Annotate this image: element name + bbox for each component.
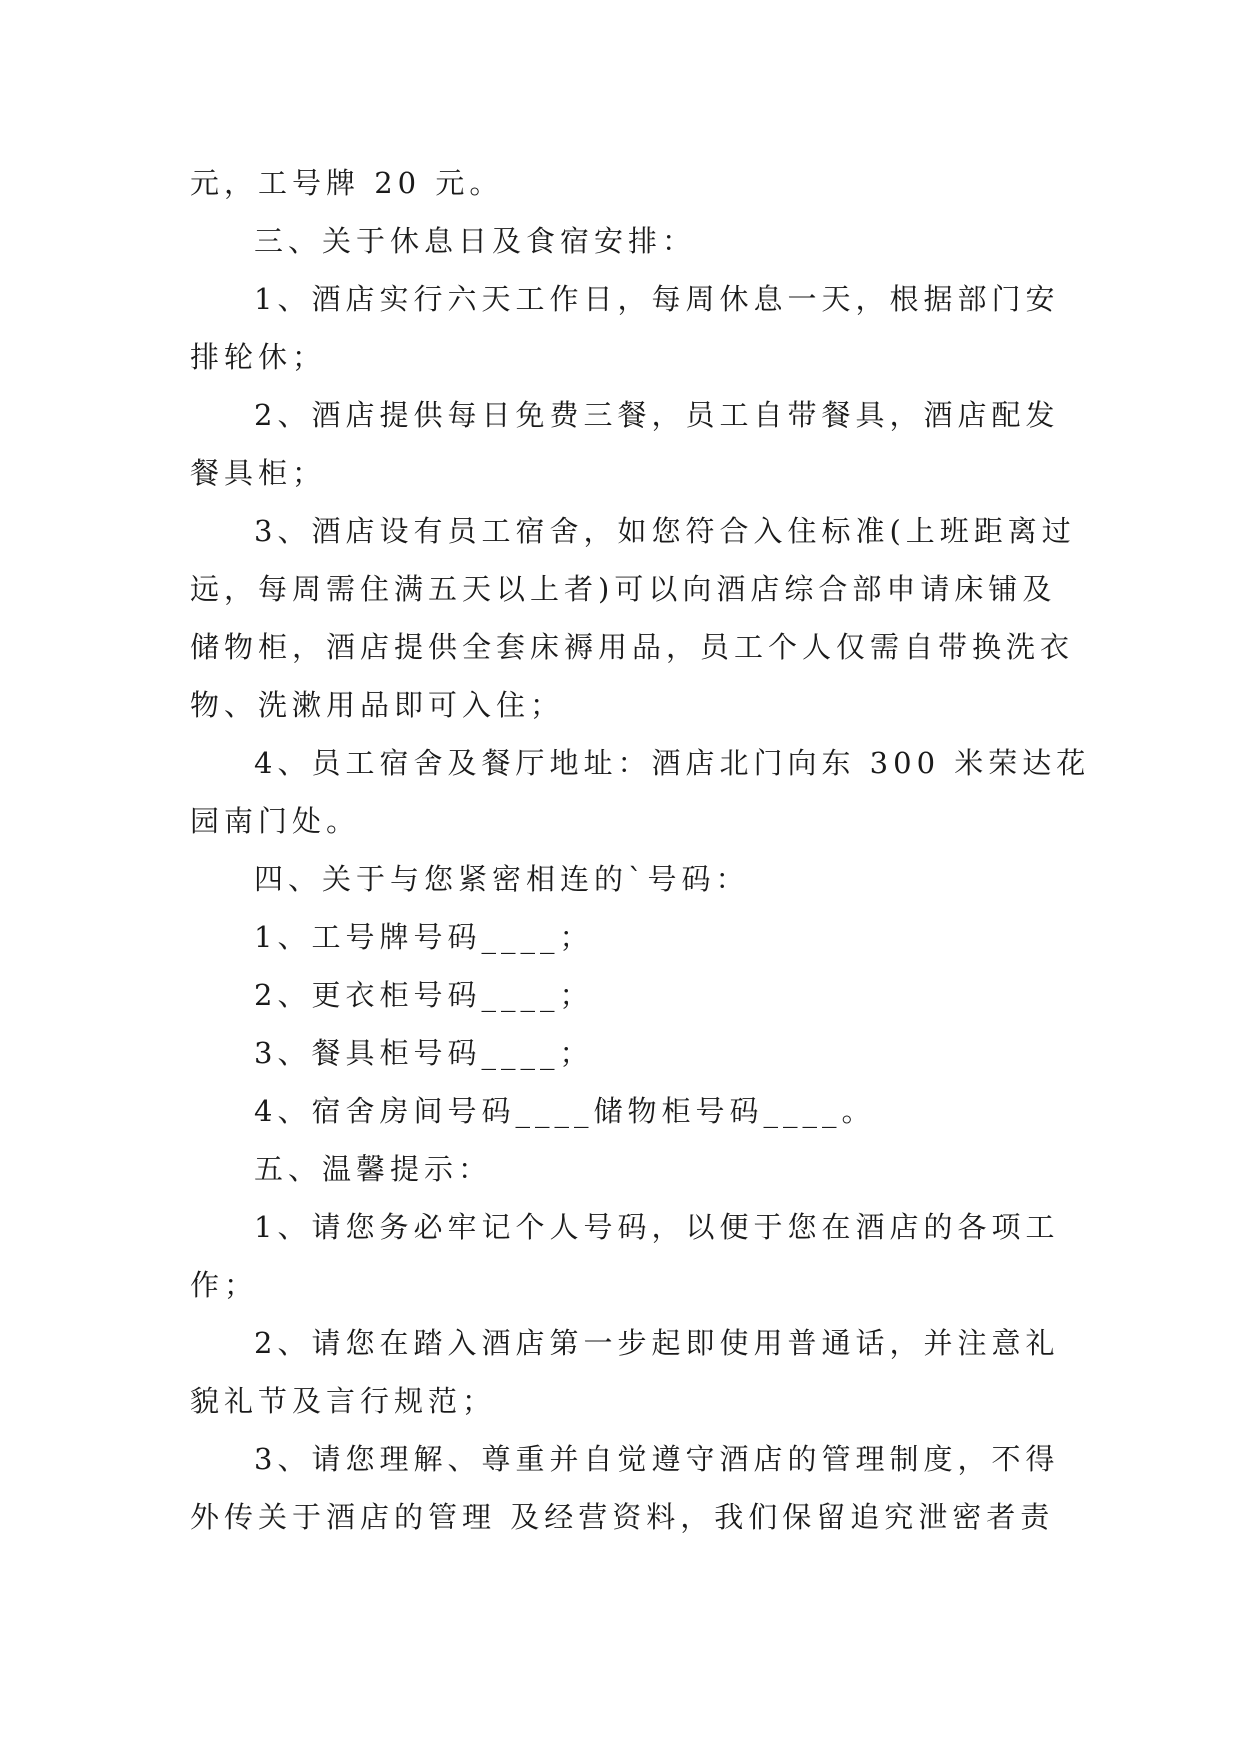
paragraph-line: 储物柜，酒店提供全套床褥用品，员工个人仅需自带换洗衣 xyxy=(190,630,1075,664)
paragraph-line: 貌礼节及言行规范； xyxy=(190,1384,497,1418)
paragraph-line: 4、员工宿舍及餐厅地址：酒店北门向东 300 米荣达花 xyxy=(254,746,1091,780)
paragraph-line: 2、更衣柜号码____； xyxy=(254,978,594,1012)
paragraph-line: 1、酒店实行六天工作日，每周休息一天，根据部门安 xyxy=(254,282,1060,316)
document-body xyxy=(190,154,1091,1546)
paragraph-line: 远，每周需住满五天以上者)可以向酒店综合部申请床铺及 xyxy=(190,572,1057,606)
paragraph-line: 餐具柜； xyxy=(190,456,327,490)
paragraph-line: 2、请您在踏入酒店第一步起即使用普通话，并注意礼 xyxy=(254,1326,1060,1360)
paragraph-line: 4、宿舍房间号码____储物柜号码____。 xyxy=(254,1094,876,1128)
paragraph-line: 1、请您务必牢记个人号码，以便于您在酒店的各项工 xyxy=(254,1210,1060,1244)
section-heading: 三、关于休息日及食宿安排： xyxy=(254,224,697,258)
paragraph-line: 1、工号牌号码____； xyxy=(254,920,594,954)
paragraph-line: 园南门处。 xyxy=(190,804,361,838)
section-heading: 四、关于与您紧密相连的`号码： xyxy=(254,862,750,896)
paragraph-line: 外传关于酒店的管理 及经营资料，我们保留追究泄密者责 xyxy=(190,1500,1055,1534)
paragraph-line: 物、洗漱用品即可入住； xyxy=(190,688,565,722)
paragraph-line: 元，工号牌 20 元。 xyxy=(190,166,504,200)
section-heading: 五、温馨提示： xyxy=(254,1152,493,1186)
paragraph-line: 2、酒店提供每日免费三餐，员工自带餐具，酒店配发 xyxy=(254,398,1060,432)
paragraph-line: 3、酒店设有员工宿舍，如您符合入住标准(上班距离过 xyxy=(254,514,1076,548)
paragraph-line: 排轮休； xyxy=(190,340,327,374)
paragraph-line: 3、餐具柜号码____； xyxy=(254,1036,594,1070)
paragraph-line: 3、请您理解、尊重并自觉遵守酒店的管理制度，不得 xyxy=(254,1442,1060,1476)
paragraph-line: 作； xyxy=(190,1268,259,1302)
